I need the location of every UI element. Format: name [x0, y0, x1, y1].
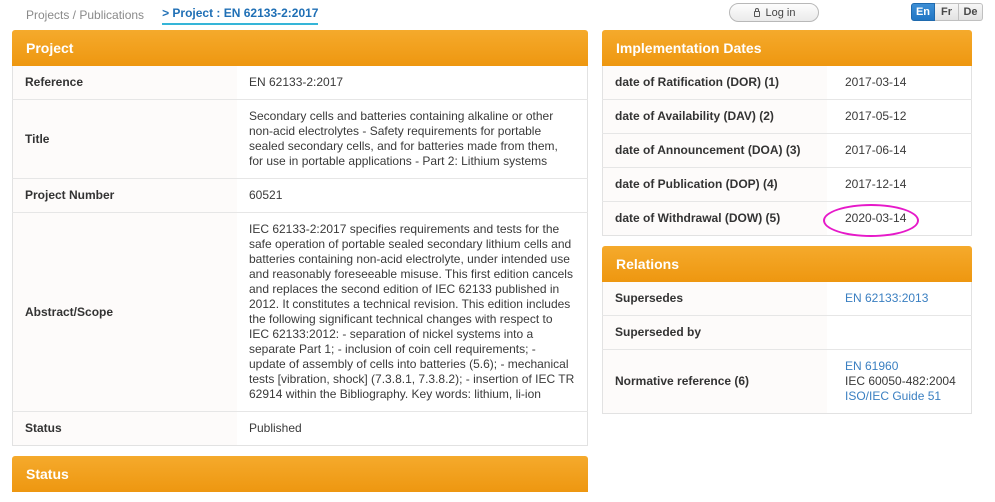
breadcrumb-current[interactable]: > Project : EN 62133-2:2017 [162, 6, 318, 25]
login-button[interactable] [729, 3, 819, 22]
row-label: Reference [13, 66, 238, 100]
relation-link[interactable]: EN 62133:2013 [845, 291, 929, 305]
lang-de[interactable]: De [959, 3, 983, 21]
project-panel-title: Project [12, 30, 588, 66]
implementation-dates-panel [602, 30, 972, 236]
table-row [603, 350, 972, 414]
table-row [13, 213, 588, 412]
implementation-dates-title: Implementation Dates [602, 30, 972, 66]
breadcrumb-root[interactable]: Projects / Publications [26, 8, 145, 22]
relation-link[interactable]: EN 61960 [845, 359, 899, 373]
row-value: 2017-03-14 [827, 66, 972, 100]
row-value [827, 350, 972, 414]
project-panel [12, 30, 588, 446]
row-label: date of Publication (DOP) (4) [603, 168, 828, 202]
table-row [603, 134, 972, 168]
table-row [603, 100, 972, 134]
table-row [603, 316, 972, 350]
row-value: IEC 62133-2:2017 specifies requirements and tests for the safe operation of portable sealed secondary lithium cells and batteries containing non-acid electrolyte, under intended use and reasonably foreseeable misuse. This first edition cancels and replaces the second edition of IEC 62133 published in 2012. It constitutes a technical revision. This edition includes the following significant technical changes with respect to IEC 62133:2012: - separation of nickel systems into a separate Part 1; - inclusion of coin cell requirements; - update of assembly of cells into batteries (5.6); - mechanical tests [vibration, shock] (7.3.8.1, 7.3.8.2); - insertion of IEC TR 62914 within the Bibliography. Key words: lithium, li-ion [237, 213, 588, 412]
lang-fr[interactable]: Fr [935, 3, 959, 21]
status-panel-title: Status [12, 456, 588, 492]
status-panel [12, 456, 588, 492]
project-table [12, 66, 588, 446]
row-label: Supersedes [603, 282, 828, 316]
language-switcher [911, 3, 983, 21]
row-value: 2017-06-14 [827, 134, 972, 168]
row-label: Status [13, 412, 238, 446]
right-column [602, 30, 972, 502]
row-value: EN 62133-2:2017 [237, 66, 588, 100]
table-row [13, 412, 588, 446]
withdrawal-date-value: 2020-03-14 [845, 211, 907, 225]
row-label: date of Availability (DAV) (2) [603, 100, 828, 134]
row-label: date of Announcement (DOA) (3) [603, 134, 828, 168]
row-value: Secondary cells and batteries containing alkaline or other non-acid electrolytes - Safety requirements for portable sealed secondary cells, and for batteries made from them, for use in portable applications - Part 2: Lithium systems [237, 100, 588, 179]
row-label: date of Withdrawal (DOW) (5) [603, 202, 828, 236]
row-value [827, 316, 972, 350]
row-label: Superseded by [603, 316, 828, 350]
top-bar [0, 0, 995, 30]
relations-panel-title: Relations [602, 246, 972, 282]
login-button-label: Log in [765, 6, 796, 19]
row-label: Normative reference (6) [603, 350, 828, 414]
row-label: date of Ratification (DOR) (1) [603, 66, 828, 100]
lock-icon [753, 8, 761, 18]
highlight-wrapper [845, 211, 906, 226]
row-label: Project Number [13, 179, 238, 213]
lang-en[interactable]: En [911, 3, 935, 21]
relation-link[interactable]: ISO/IEC Guide 51 [845, 389, 942, 403]
table-row [13, 100, 588, 179]
implementation-dates-table [602, 66, 972, 236]
table-row [603, 282, 972, 316]
left-column [12, 30, 588, 502]
content-columns [0, 30, 995, 502]
table-row [603, 66, 972, 100]
row-value: 2017-12-14 [827, 168, 972, 202]
row-value: 2017-05-12 [827, 100, 972, 134]
table-row [603, 168, 972, 202]
row-label: Title [13, 100, 238, 179]
row-value: Published [249, 421, 302, 435]
row-label: Abstract/Scope [13, 213, 238, 412]
row-value: 60521 [237, 179, 588, 213]
table-row [603, 202, 972, 236]
table-row [13, 66, 588, 100]
relations-panel [602, 246, 972, 414]
row-value-highlighted [827, 202, 972, 236]
table-row [13, 179, 588, 213]
relations-table [602, 282, 972, 414]
row-value [827, 282, 972, 316]
relation-text: IEC 60050-482:2004 [845, 374, 956, 388]
